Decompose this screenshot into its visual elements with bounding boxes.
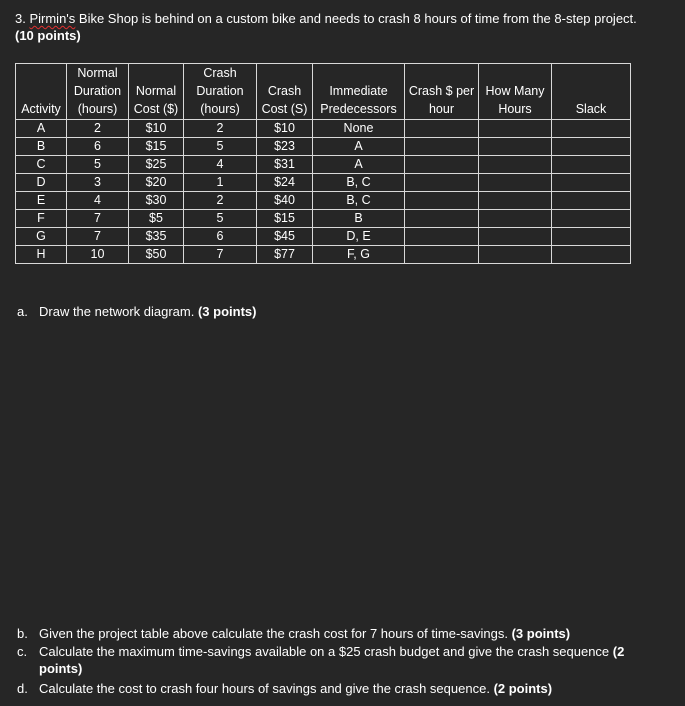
cell-predecessors: B, C [313,174,405,192]
cell-predecessors: D, E [313,228,405,246]
part-d [17,680,552,697]
cell-normal-duration: 3 [67,174,129,192]
cell-slack [552,138,631,156]
cell-crash-cost: $40 [257,192,313,210]
header-how-many-hours: How Many Hours [479,64,552,120]
cell-crash-duration: 6 [184,228,257,246]
cell-crash-per-hour [405,138,479,156]
cell-crash-per-hour [405,120,479,138]
part-b-points: (3 points) [511,626,571,641]
cell-crash-per-hour [405,174,479,192]
cell-crash-duration: 7 [184,246,257,264]
cell-predecessors: B, C [313,192,405,210]
header-crash-per-hour: Crash $ per hour [405,64,479,120]
cell-slack [552,192,631,210]
cell-slack [552,210,631,228]
cell-activity: B [16,138,67,156]
spellcheck-flagged-word: Pirmin's [29,11,76,26]
table-row [16,156,631,174]
table-row [16,246,631,264]
part-a [17,303,256,320]
cell-activity: G [16,228,67,246]
cell-crash-cost: $77 [257,246,313,264]
cell-how-many-hours [479,210,552,228]
cell-normal-cost: $5 [129,210,184,228]
cell-crash-cost: $24 [257,174,313,192]
cell-slack [552,228,631,246]
cell-normal-duration: 10 [67,246,129,264]
header-normal-duration: Normal Duration (hours) [67,64,129,120]
cell-slack [552,156,631,174]
cell-slack [552,120,631,138]
cell-normal-duration: 2 [67,120,129,138]
cell-predecessors: F, G [313,246,405,264]
table-row [16,120,631,138]
part-c-text: Calculate the maximum time-savings available on a $25 crash budget and give the crash sequence [39,644,610,659]
cell-crash-duration: 5 [184,138,257,156]
table-row [16,210,631,228]
header-crash-duration: Crash Duration (hours) [184,64,257,120]
cell-crash-cost: $45 [257,228,313,246]
part-b [17,625,570,642]
cell-how-many-hours [479,138,552,156]
cell-crash-per-hour [405,228,479,246]
cell-predecessors: None [313,120,405,138]
header-normal-cost: Normal Cost ($) [129,64,184,120]
cell-slack [552,174,631,192]
question-points: (10 points) [15,28,81,43]
cell-how-many-hours [479,228,552,246]
cell-activity: E [16,192,67,210]
part-d-points: (2 points) [493,681,553,696]
cell-how-many-hours [479,174,552,192]
header-crash-cost: Crash Cost (S) [257,64,313,120]
project-table [15,63,631,264]
cell-crash-cost: $10 [257,120,313,138]
cell-normal-duration: 5 [67,156,129,174]
question-number: 3. [15,11,26,26]
cell-normal-duration: 7 [67,210,129,228]
part-a-marker: a. [17,304,28,319]
header-immediate-predecessors: Immediate Predecessors [313,64,405,120]
cell-crash-duration: 5 [184,210,257,228]
cell-crash-cost: $23 [257,138,313,156]
part-d-text: Calculate the cost to crash four hours of savings and give the crash sequence. [39,681,490,696]
table-row [16,192,631,210]
cell-how-many-hours [479,246,552,264]
cell-crash-per-hour [405,210,479,228]
header-activity: Activity [16,64,67,120]
table-row [16,138,631,156]
table-row [16,174,631,192]
cell-crash-duration: 1 [184,174,257,192]
cell-activity: F [16,210,67,228]
cell-crash-per-hour [405,156,479,174]
part-b-text: Given the project table above calculate the crash cost for 7 hours of time-savings. [39,626,508,641]
cell-normal-cost: $20 [129,174,184,192]
cell-crash-per-hour [405,246,479,264]
part-c [17,643,624,677]
cell-crash-duration: 4 [184,156,257,174]
cell-activity: C [16,156,67,174]
header-slack: Slack [552,64,631,120]
cell-how-many-hours [479,120,552,138]
part-a-text: Draw the network diagram. [39,304,195,319]
part-a-points: (3 points) [197,304,257,319]
cell-activity: D [16,174,67,192]
cell-how-many-hours [479,192,552,210]
cell-slack [552,246,631,264]
cell-predecessors: B [313,210,405,228]
cell-normal-duration: 6 [67,138,129,156]
question-title [15,10,655,44]
table-header-row [16,64,631,120]
cell-normal-cost: $15 [129,138,184,156]
part-b-marker: b. [17,626,28,641]
cell-predecessors: A [313,138,405,156]
cell-crash-duration: 2 [184,192,257,210]
cell-predecessors: A [313,156,405,174]
cell-normal-duration: 7 [67,228,129,246]
question-text: Bike Shop is behind on a custom bike and needs to crash 8 hours of time from the 8-step project. [75,11,637,26]
part-c-points-start: (2 [612,644,625,659]
cell-normal-cost: $30 [129,192,184,210]
cell-activity: A [16,120,67,138]
cell-how-many-hours [479,156,552,174]
cell-normal-cost: $25 [129,156,184,174]
cell-normal-cost: $35 [129,228,184,246]
cell-crash-cost: $15 [257,210,313,228]
cell-crash-per-hour [405,192,479,210]
cell-normal-cost: $50 [129,246,184,264]
table-row [16,228,631,246]
part-c-points-end: points) [39,661,83,676]
part-c-marker: c. [17,644,28,659]
cell-crash-duration: 2 [184,120,257,138]
cell-normal-cost: $10 [129,120,184,138]
cell-crash-cost: $31 [257,156,313,174]
part-d-marker: d. [17,681,28,696]
cell-activity: H [16,246,67,264]
cell-normal-duration: 4 [67,192,129,210]
